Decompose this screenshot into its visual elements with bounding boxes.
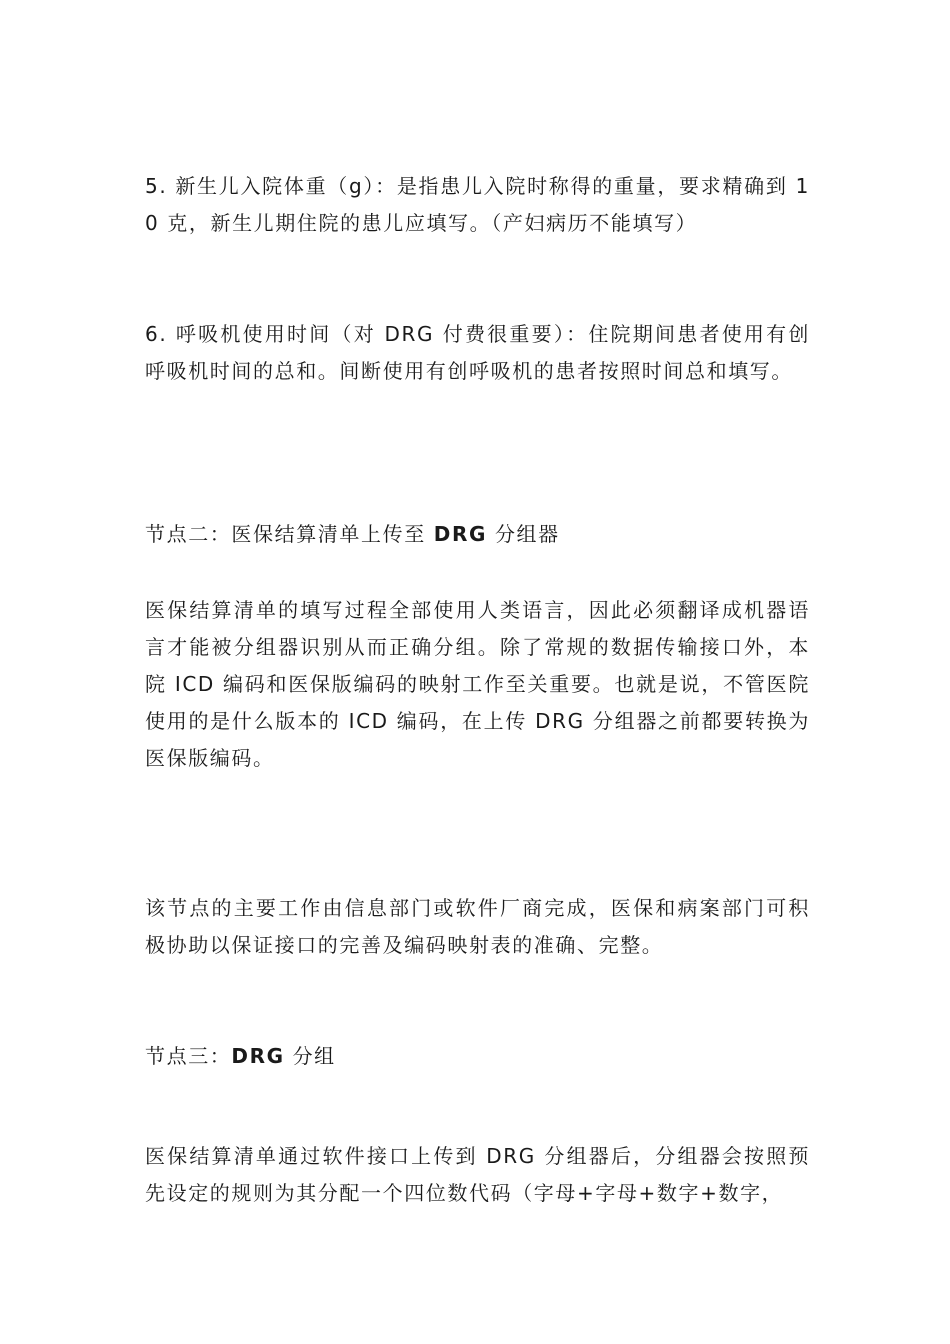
heading-node-3-prefix: 节点三： (145, 1044, 232, 1068)
paragraph-node-2-responsibility: 该节点的主要工作由信息部门或软件厂商完成，医保和病案部门可积极协助以保证接口的完善及编码映射表的准确、完整。 (145, 896, 810, 957)
heading-node-2-prefix: 节点二：医保结算清单上传至 (145, 522, 434, 546)
paragraph-ventilator-time: 6. 呼吸机使用时间（对 DRG 付费很重要）：住院期间患者使用有创呼吸机时间的总和。间断使用有创呼吸机的患者按照时间总和填写。 (145, 322, 810, 383)
heading-node-2-suffix: 分组器 (486, 522, 560, 546)
paragraph-newborn-weight: 5. 新生儿入院体重（g）：是指患儿入院时称得的重量，要求精确到 10 克，新生儿期住院的患儿应填写。（产妇病历不能填写） (145, 174, 810, 235)
section-heading-node-3 (145, 1038, 810, 1075)
paragraph-node-3-grouping: 医保结算清单通过软件接口上传到 DRG 分组器后，分组器会按照预先设定的规则为其分配一个四位数代码（字母+字母+数字+数字， (145, 1144, 810, 1205)
heading-node-3-suffix: 分组 (284, 1044, 336, 1068)
section-heading-node-2 (145, 516, 810, 553)
document-page (145, 0, 810, 1344)
heading-node-2-bold: DRG (433, 522, 487, 546)
heading-node-3-bold: DRG (231, 1044, 285, 1068)
paragraph-node-2-translation: 医保结算清单的填写过程全部使用人类语言，因此必须翻译成机器语言才能被分组器识别从而正确分组。除了常规的数据传输接口外，本院 ICD 编码和医保版编码的映射工作至关重要。也就是说，不管医院使用的是什么版本的 ICD 编码，在上传 DRG 分组器之前都要转换为医保版编码。 (145, 598, 810, 770)
